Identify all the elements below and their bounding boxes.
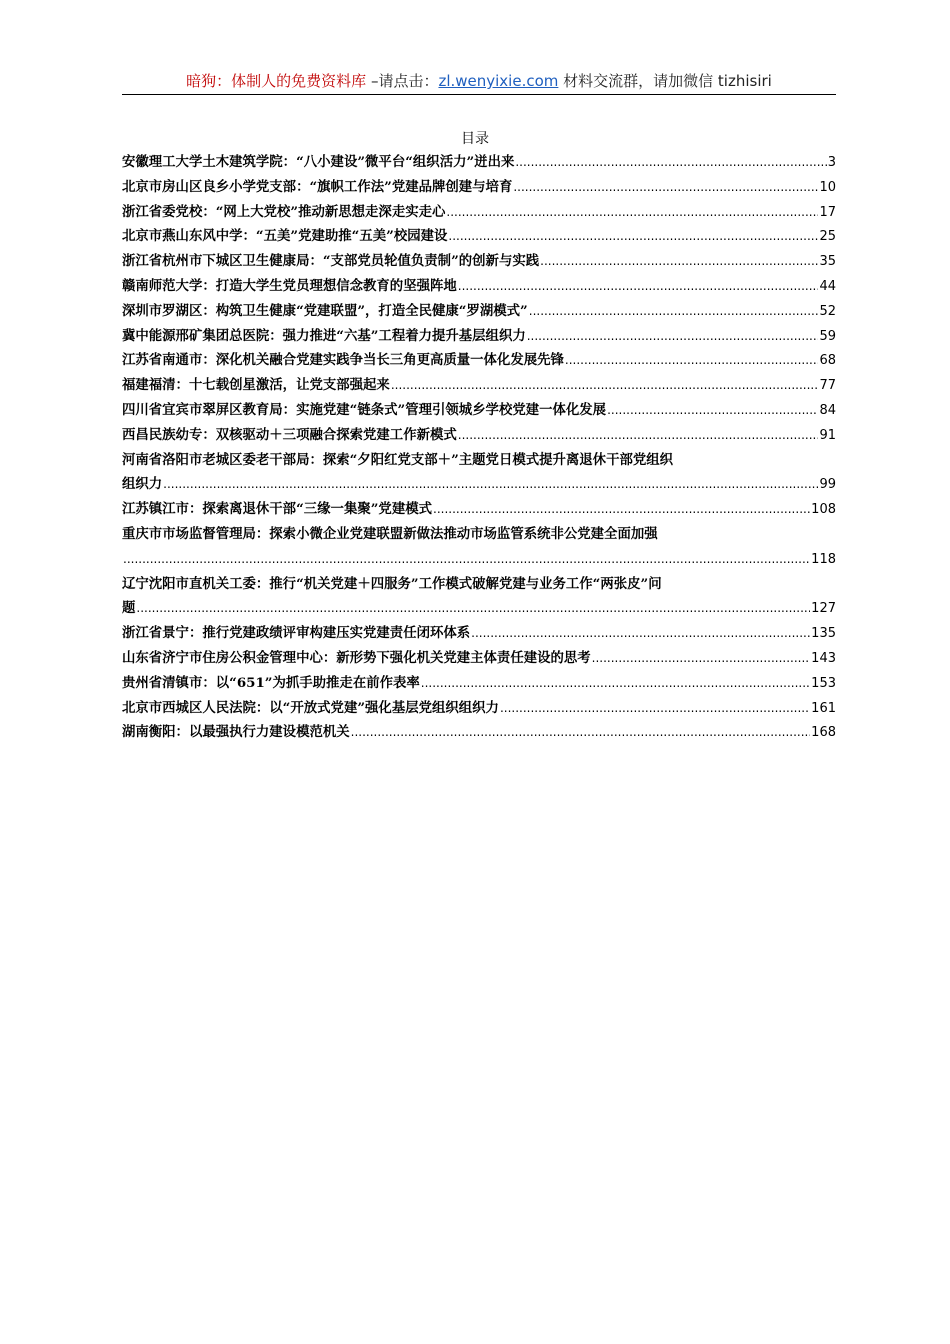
toc-entry[interactable] bbox=[122, 299, 836, 324]
header-brand: 暗狗：体制人的免费资料库 bbox=[186, 72, 367, 90]
toc-page-number: 84 bbox=[819, 402, 836, 418]
toc-entry-title: 安徽理工大学土木建筑学院：“八小建设”微平台“组织活力”迸出来 bbox=[122, 154, 515, 170]
toc-entry[interactable] bbox=[122, 175, 836, 200]
toc-leader-dots bbox=[500, 696, 810, 721]
toc-page-number: 25 bbox=[819, 229, 836, 245]
toc-leader-dots bbox=[607, 398, 818, 423]
toc-entry-title: 江苏省南通市：深化机关融合党建实践争当长三角更高质量一体化发展先锋 bbox=[122, 352, 564, 369]
table-of-contents bbox=[122, 150, 836, 745]
toc-entry[interactable] bbox=[122, 200, 836, 225]
toc-leader-dots bbox=[513, 175, 818, 200]
toc-entry-title: 赣南师范大学：打造大学生党员理想信念教育的坚强阵地 bbox=[122, 277, 457, 294]
toc-entry-title: 山东省济宁市住房公积金管理中心：新形势下强化机关党建主体责任建设的思考 bbox=[122, 649, 591, 666]
header-contact: 材料交流群，请加微信 tizhisiri bbox=[558, 72, 772, 90]
toc-entry[interactable] bbox=[122, 497, 836, 522]
toc-page-number: 59 bbox=[819, 328, 836, 344]
toc-leader-dots bbox=[471, 621, 810, 646]
toc-entry[interactable] bbox=[122, 373, 836, 398]
toc-entry-title: 福建福清：十七载创星激活，让党支部强起来 bbox=[122, 377, 390, 394]
toc-entry-title: 江苏镇江市：探索离退休干部“三缘一集聚”党建模式 bbox=[122, 501, 432, 518]
toc-leader-dots bbox=[163, 472, 818, 497]
toc-entry[interactable] bbox=[122, 150, 836, 175]
toc-entry-title: 西昌民族幼专：双核驱动＋三项融合探索党建工作新模式 bbox=[122, 426, 457, 443]
toc-page-number: 10 bbox=[819, 179, 836, 195]
toc-page-number: 99 bbox=[819, 477, 836, 493]
toc-entry-title: 浙江省委党校：“网上大党校”推动新思想走深走实走心 bbox=[122, 203, 446, 220]
toc-page-number: 161 bbox=[811, 700, 836, 716]
toc-page-number: 77 bbox=[819, 378, 836, 394]
toc-page-number: 44 bbox=[819, 278, 836, 294]
toc-entry[interactable] bbox=[122, 572, 836, 622]
toc-leader-dots bbox=[515, 150, 826, 175]
toc-entry[interactable] bbox=[122, 448, 836, 498]
toc-leader-dots bbox=[351, 720, 811, 745]
header-prompt: –请点击： bbox=[366, 72, 439, 90]
toc-entry[interactable] bbox=[122, 646, 836, 671]
toc-leader-dots bbox=[458, 274, 819, 299]
toc-leader-dots bbox=[592, 646, 811, 671]
toc-page-number: 52 bbox=[819, 303, 836, 319]
toc-page-number: 127 bbox=[811, 601, 836, 617]
toc-page-number: 91 bbox=[819, 427, 836, 443]
toc-entry-title: 湖南衡阳：以最强执行力建设模范机关 bbox=[122, 724, 350, 741]
toc-entry-title: 重庆市市场监督管理局：探索小微企业党建联盟新做法推动市场监管系统非公党建全面加强 bbox=[122, 525, 658, 542]
toc-entry[interactable] bbox=[122, 348, 836, 373]
toc-entry-title: 四川省宜宾市翠屏区教育局：实施党建“链条式”管理引领城乡学校党建一体化发展 bbox=[122, 401, 607, 418]
toc-entry-title: 辽宁沈阳市直机关工委：推行“机关党建＋四服务”工作模式破解党建与业务工作“两张皮”问 bbox=[122, 575, 662, 592]
toc-page-number: 35 bbox=[819, 254, 836, 270]
toc-entry-title: 深圳市罗湖区：构筑卫生健康“党建联盟”，打造全民健康“罗湖模式” bbox=[122, 302, 528, 319]
toc-entry-title: 冀中能源邢矿集团总医院：强力推进“六基”工程着力提升基层组织力 bbox=[122, 327, 526, 344]
toc-entry-title: 浙江省景宁：推行党建政绩评审构建压实党建责任闭环体系 bbox=[122, 625, 471, 642]
toc-page-number: 168 bbox=[811, 725, 836, 741]
toc-entry[interactable] bbox=[122, 621, 836, 646]
toc-page-number: 17 bbox=[819, 204, 836, 220]
header-link[interactable]: zl.wenyixie.com bbox=[438, 72, 559, 90]
toc-leader-dots bbox=[565, 348, 819, 373]
toc-leader-dots bbox=[446, 200, 818, 225]
toc-leader-dots bbox=[136, 596, 810, 621]
toc-entry[interactable] bbox=[122, 720, 836, 745]
toc-page-number: 118 bbox=[811, 551, 836, 567]
toc-entry[interactable] bbox=[122, 671, 836, 696]
toc-entry[interactable] bbox=[122, 249, 836, 274]
toc-leader-dots bbox=[421, 671, 810, 696]
toc-page-number: 135 bbox=[811, 626, 836, 642]
toc-entry-title-continued: 组织力 bbox=[122, 476, 163, 493]
toc-entry[interactable] bbox=[122, 398, 836, 423]
toc-entry[interactable] bbox=[122, 274, 836, 299]
toc-entry-title-continued: 题 bbox=[122, 600, 136, 617]
toc-leader-dots bbox=[123, 547, 810, 572]
toc-entry[interactable] bbox=[122, 224, 836, 249]
toc-leader-dots bbox=[458, 423, 819, 448]
toc-leader-dots bbox=[448, 224, 818, 249]
toc-page-number: 153 bbox=[811, 675, 836, 691]
toc-entry[interactable] bbox=[122, 423, 836, 448]
toc-page-number: 108 bbox=[811, 502, 836, 518]
toc-entry[interactable] bbox=[122, 324, 836, 349]
toc-page-number: 68 bbox=[819, 353, 836, 369]
toc-leader-dots bbox=[529, 299, 819, 324]
toc-entry-title: 浙江省杭州市下城区卫生健康局：“支部党员轮值负责制”的创新与实践 bbox=[122, 253, 540, 270]
toc-page-number: 3 bbox=[827, 155, 836, 170]
toc-entry-title: 贵州省清镇市：以“651”为抓手助推走在前作表率 bbox=[122, 674, 420, 691]
toc-entry-title: 北京市房山区良乡小学党支部：“旗帜工作法”党建品牌创建与培育 bbox=[122, 178, 513, 195]
toc-leader-dots bbox=[540, 249, 818, 274]
page-header bbox=[122, 70, 836, 95]
toc-entry-title: 北京市燕山东风中学：“五美”党建助推“五美”校园建设 bbox=[122, 228, 448, 245]
toc-page-number: 143 bbox=[811, 650, 836, 666]
toc-entry-title: 河南省洛阳市老城区委老干部局：探索“夕阳红党支部＋”主题党日模式提升离退休干部党组织 bbox=[122, 451, 674, 468]
toc-title: 目录 bbox=[461, 131, 489, 147]
toc-leader-dots bbox=[433, 497, 810, 522]
toc-leader-dots bbox=[391, 373, 819, 398]
toc-leader-dots bbox=[527, 324, 819, 349]
toc-entry-title: 北京市西城区人民法院：以“开放式党建”强化基层党组织组织力 bbox=[122, 699, 499, 716]
toc-entry[interactable] bbox=[122, 696, 836, 721]
toc-entry[interactable] bbox=[122, 522, 836, 572]
